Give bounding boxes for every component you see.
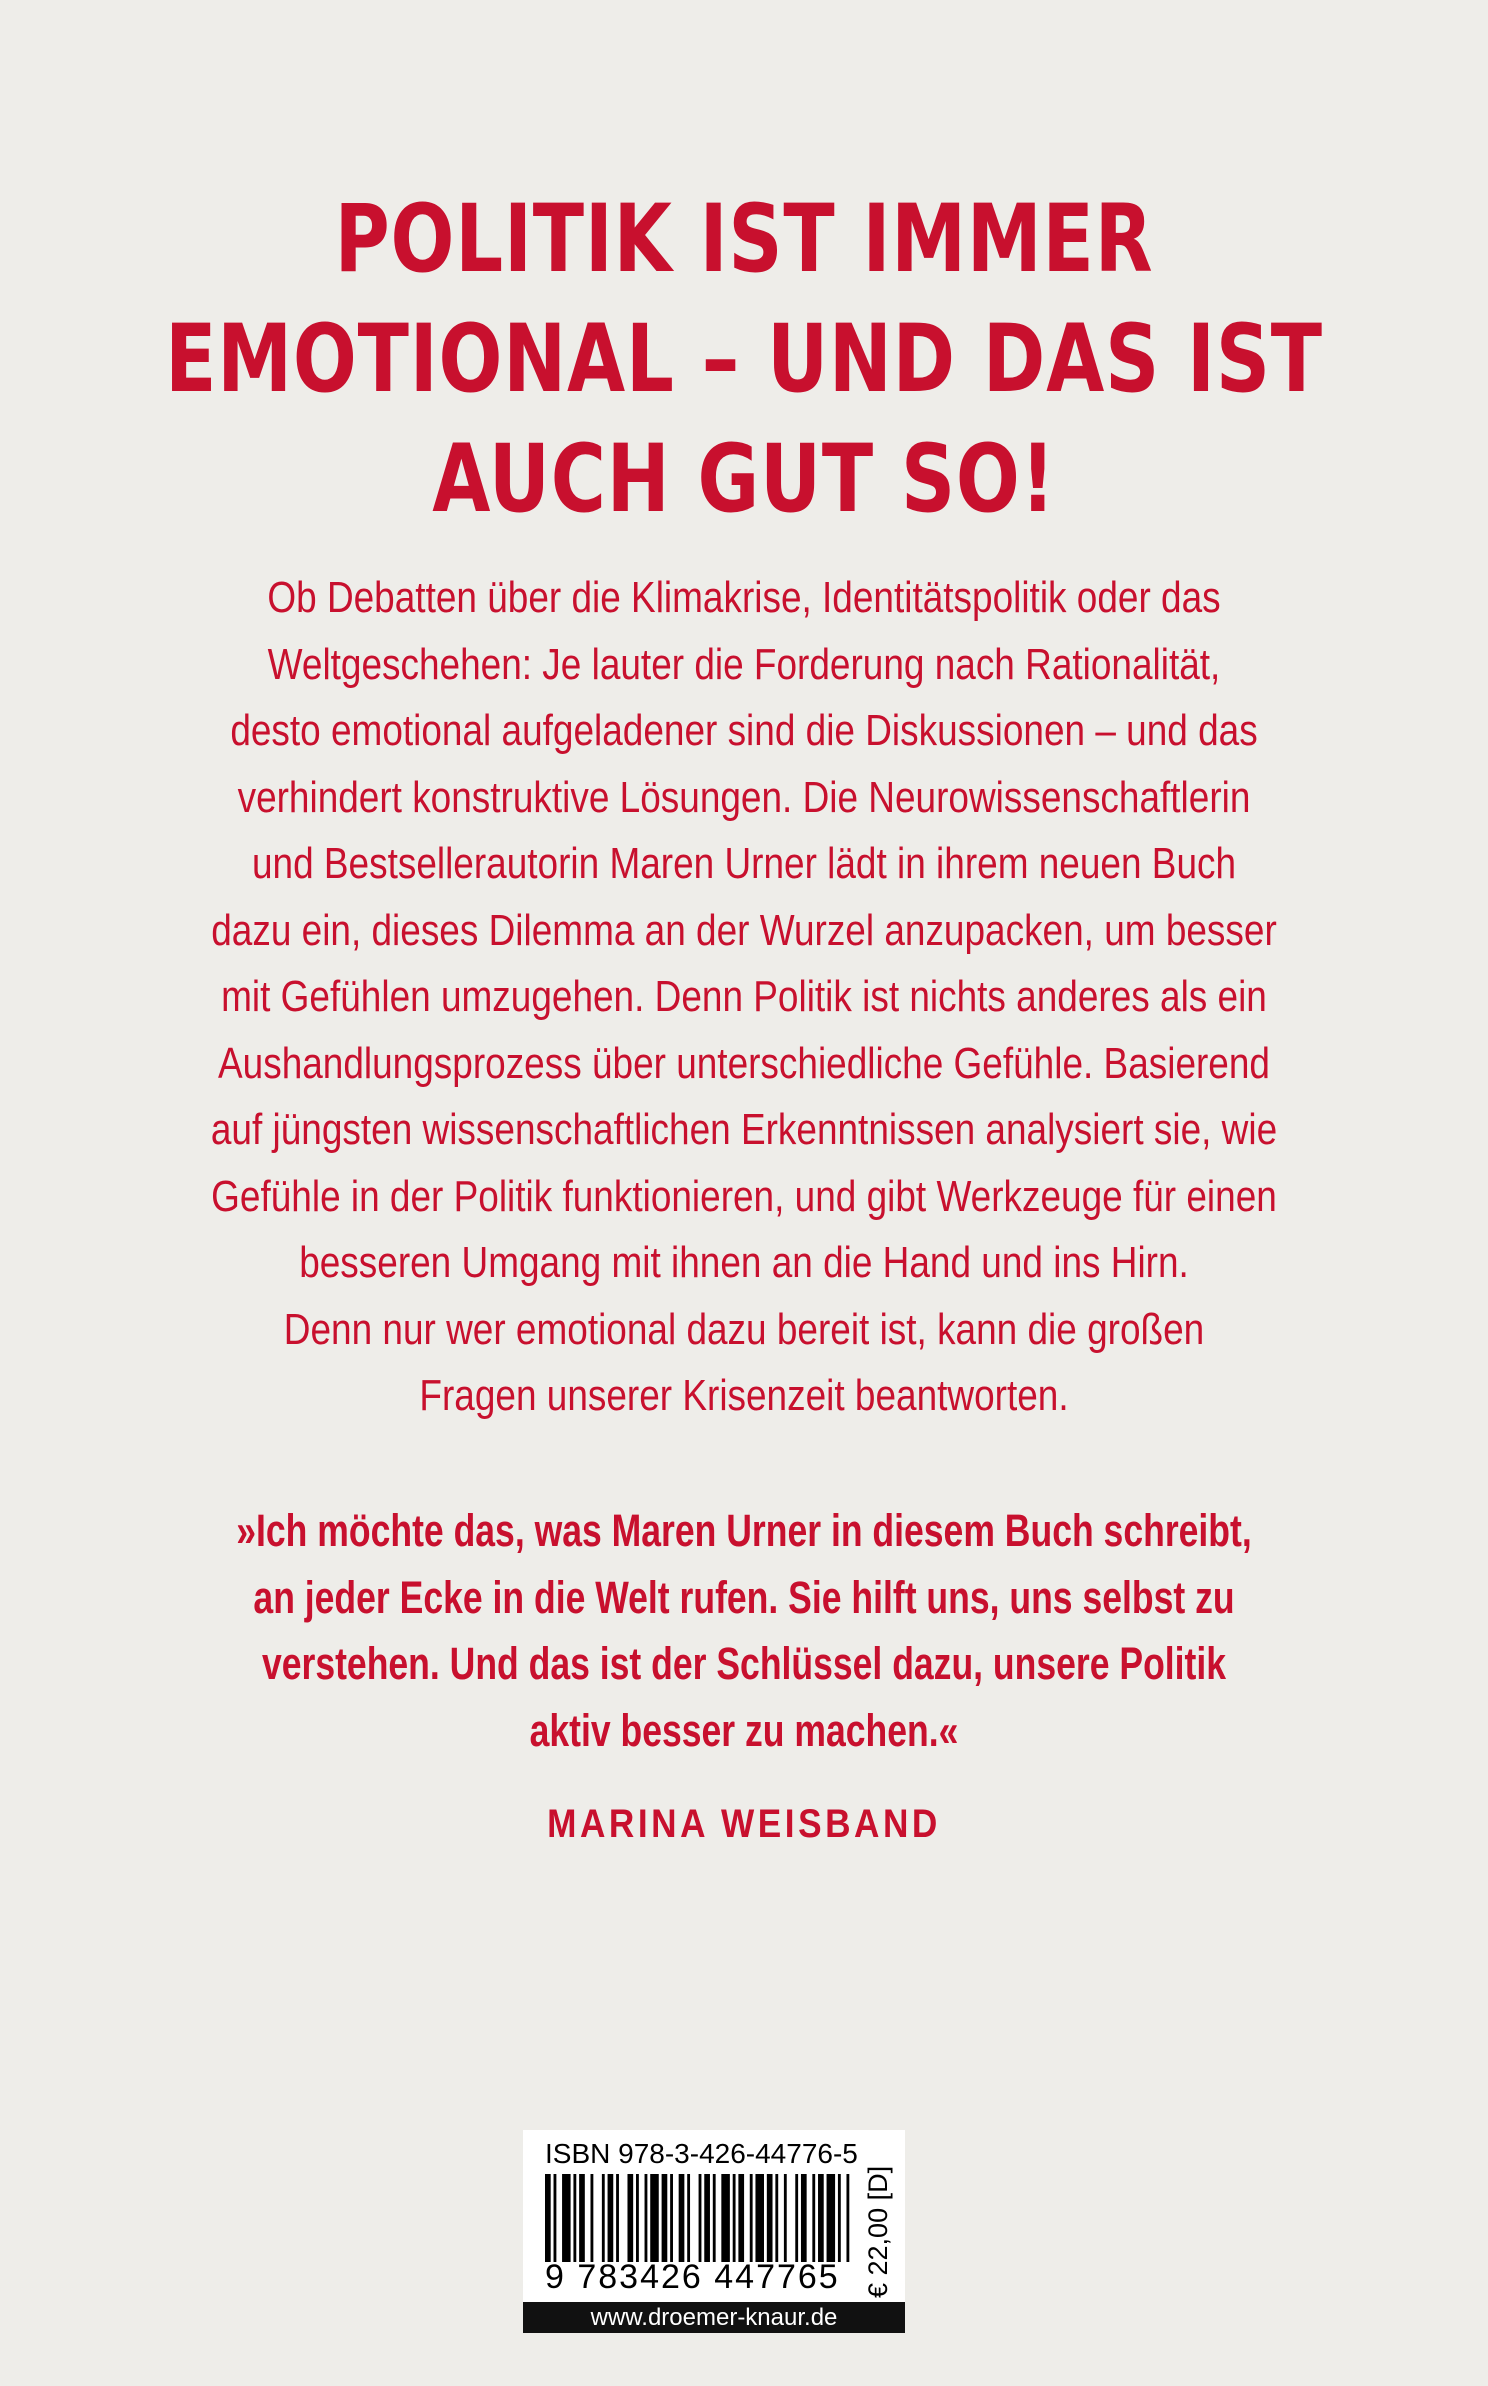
publisher-website: www.droemer-knaur.de: [523, 2302, 905, 2333]
barcode-bar: [679, 2174, 685, 2262]
blurb-line: verhindert konstruktive Lösungen. Die Neurowissenschaftlerin: [237, 772, 1251, 822]
barcode-bar: [733, 2174, 736, 2262]
barcode-bar: [846, 2174, 849, 2262]
barcode-bar: [608, 2174, 614, 2262]
barcode-digits: 9 783426 447765: [545, 2258, 840, 2296]
blurb-line: Gefühle in der Politik funktionieren, und gibt Werkzeuge für einen: [211, 1171, 1277, 1221]
barcode-bar: [827, 2174, 836, 2262]
barcode-bar: [545, 2174, 551, 2262]
barcode-bar: [579, 2174, 585, 2262]
blurb-line: mit Gefühlen umzugehen. Denn Politik ist nichts anderes als ein: [221, 972, 1267, 1021]
blurb-line: und Bestsellerautorin Maren Urner lädt in ihrem neuen Buch: [251, 839, 1237, 888]
barcode-bar: [795, 2174, 798, 2262]
barcode-bar: [818, 2174, 824, 2262]
isbn-label: ISBN 978-3-426-44776-5: [545, 2138, 858, 2169]
barcode-bar: [755, 2174, 764, 2262]
blurb-line: Ob Debatten über die Klimakrise, Identitätspolitik oder das: [267, 573, 1221, 622]
barcode-bar: [645, 2174, 648, 2262]
barcode-box: [523, 2130, 905, 2333]
barcode-bar: [562, 2174, 571, 2262]
blurb-line: Aushandlungsprozess über unterschiedliche Gefühle. Basierend: [218, 1038, 1270, 1088]
barcode-bar: [616, 2174, 619, 2262]
blurb-text: [119, 565, 1369, 1430]
testimonial-quote: [156, 1498, 1332, 1764]
barcode-bar: [699, 2174, 702, 2262]
headline-line: AUCH GUT SO!: [432, 425, 1056, 534]
quote-line: an jeder Ecke in die Welt rufen. Sie hilft uns, uns selbst zu: [253, 1571, 1235, 1623]
barcode-bar: [602, 2174, 605, 2262]
barcode-bar: [801, 2174, 807, 2262]
barcode-bar: [650, 2174, 659, 2262]
quote-line: aktiv besser zu machen.«: [529, 1704, 959, 1756]
barcode-bar: [636, 2174, 639, 2262]
blurb-line: dazu ein, dieses Dilemma an der Wurzel anzupacken, um besser: [211, 905, 1277, 955]
quote-line: »Ich möchte das, was Maren Urner in diesem Buch schreibt,: [236, 1505, 1252, 1556]
barcode-bar: [573, 2174, 576, 2262]
barcode-bar: [812, 2174, 815, 2262]
blurb-line: desto emotional aufgeladener sind die Diskussionen – und das: [230, 706, 1258, 755]
barcode-bar: [738, 2174, 744, 2262]
blurb-line: Weltgeschehen: Je lauter die Forderung nach Rationalität,: [267, 639, 1221, 689]
barcode-bar: [662, 2174, 668, 2262]
blurb-line: auf jüngsten wissenschaftlichen Erkenntnissen analysiert sie, wie: [210, 1105, 1278, 1154]
headline-line: POLITIK IST IMMER: [334, 185, 1154, 294]
barcode-bar: [687, 2174, 690, 2262]
barcode-bar: [627, 2174, 633, 2262]
barcode-bar: [713, 2174, 716, 2262]
barcode-bar: [838, 2174, 841, 2262]
headline: [149, 180, 1339, 540]
barcode-bar: [750, 2174, 753, 2262]
barcode-bar: [554, 2174, 557, 2262]
blurb-line: Fragen unserer Krisenzeit beantworten.: [419, 1371, 1069, 1420]
quote-line: verstehen. Und das ist der Schlüssel dazu, unsere Politik: [261, 1638, 1227, 1689]
blurb-line: besseren Umgang mit ihnen an die Hand und ins Hirn.: [299, 1238, 1189, 1287]
blurb-line: Denn nur wer emotional dazu bereit ist, kann die großen: [283, 1304, 1205, 1354]
barcode-bar: [784, 2174, 787, 2262]
barcode-bar: [670, 2174, 673, 2262]
barcode-bar: [767, 2174, 773, 2262]
barcode-bar: [721, 2174, 730, 2262]
barcode-bar: [775, 2174, 778, 2262]
barcode-bar: [591, 2174, 594, 2262]
barcode-icon: [545, 2174, 855, 2262]
barcode-bar: [704, 2174, 710, 2262]
price-label: € 22,00 [D]: [863, 2165, 893, 2298]
headline-line: EMOTIONAL – UND DAS IST: [165, 305, 1323, 414]
quote-attribution: MARINA WEISBAND: [547, 1802, 941, 1846]
